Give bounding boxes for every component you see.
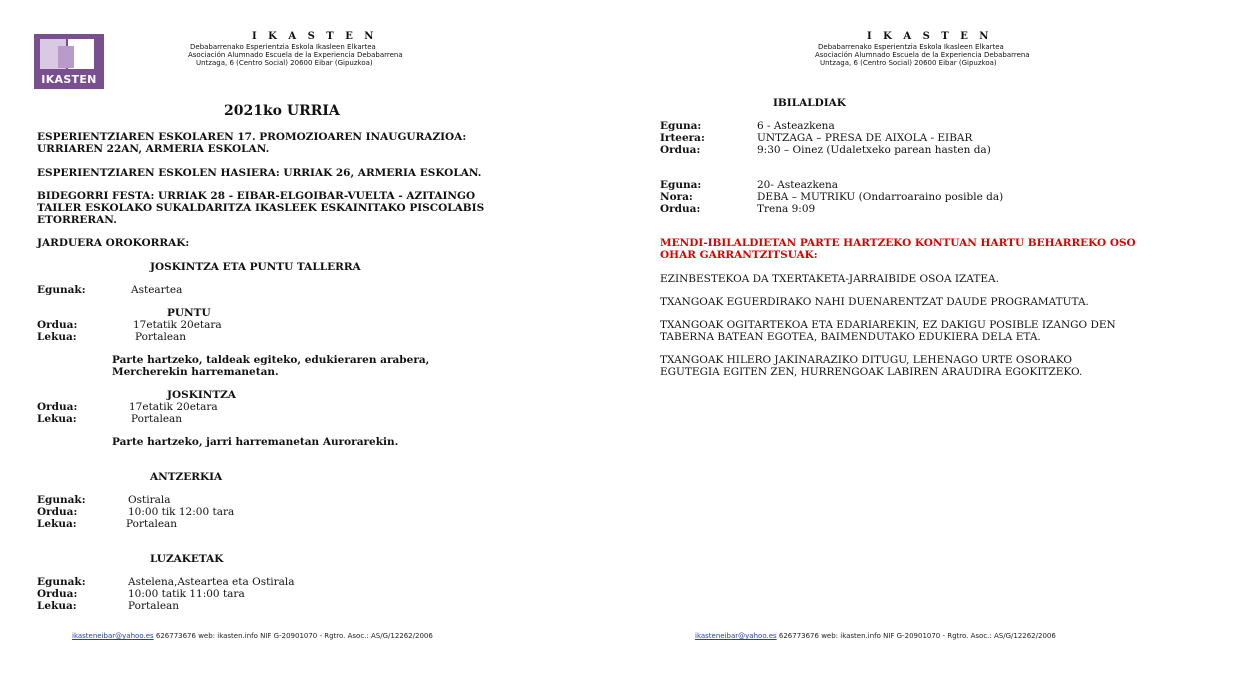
footer-email-link-right[interactable]: ikasteneibar@yahoo.es [695, 632, 777, 640]
luzaketak-time: 10:00 tatik 11:00 tara [128, 588, 245, 600]
footer-contact-right: 626773676 web: ikasten.info NIF G-20901070 - Rgtro. Asoc.: AS/G/12262/2006 [776, 632, 1056, 640]
e2-time-label: Ordua: [660, 203, 701, 215]
page-title: 2021ko URRIA [224, 103, 340, 119]
school-start: ESPERIENTZIAREN ESKOLEN HASIERA: URRIAK 26, ARMERIA ESKOLAN. [37, 167, 482, 179]
joskintza-time: 17etatik 20etara [129, 401, 218, 413]
e2-time: Trena 9:09 [757, 203, 816, 215]
antzerkia-place-label: Lekua: [37, 518, 77, 530]
antzerkia-time-label: Ordua: [37, 506, 78, 518]
puntu-time: 17etatik 20etara [133, 319, 222, 331]
puntu-note-1: Parte hartzeko, taldeak egiteko, edukieraren arabera, [112, 354, 430, 366]
right-page [622, 0, 1244, 700]
luzaketak-days: Astelena,Asteartea eta Ostirala [128, 576, 295, 588]
e1-route: UNTZAGA – PRESA DE AIXOLA - EIBAR [757, 132, 973, 144]
joskintza-place-label: Lekua: [37, 413, 77, 425]
joskintza-time-label: Ordua: [37, 401, 78, 413]
e1-day: 6 - Asteazkena [757, 120, 835, 132]
workshop-heading: JOSKINTZA ETA PUNTU TALLERRA [150, 261, 361, 273]
joskintza-note: Parte hartzeko, jarri harremanetan Aurorarekin. [112, 436, 399, 448]
note-monthly-line-2: EGUTEGIA EGITEN ZEN, HURRENGOAK LABIREN ARAUDIRA EGOKITZEKO. [660, 366, 1083, 378]
puntu-place-label: Lekua: [37, 331, 77, 343]
e1-time: 9:30 – Oinez (Udaletxeko parean hasten da) [757, 144, 991, 156]
logo-text: IKASTEN [41, 73, 97, 86]
antzerkia-days-label: Egunak: [37, 494, 86, 506]
antzerkia-heading: ANTZERKIA [150, 471, 223, 483]
puntu-note-2: Mercherekin harremanetan. [112, 366, 279, 378]
luzaketak-heading: LUZAKETAK [150, 553, 224, 565]
header-line-3-right: Untzaga, 6 (Centro Social) 20600 Eibar (Gipuzkoa) [820, 59, 997, 67]
footer-contact: 626773676 web: ikasten.info NIF G-20901070 - Rgtro. Asoc.: AS/G/12262/2006 [153, 632, 433, 640]
inauguration-line-1: ESPERIENTZIAREN ESKOLAREN 17. PROMOZIOAREN INAUGURAZIOA: [37, 131, 467, 143]
joskintza-place: Portalean [131, 413, 183, 425]
luzaketak-place-label: Lekua: [37, 600, 77, 612]
festival-line-3: ETORRERAN. [37, 214, 117, 226]
note-food-line-1: TXANGOAK OGITARTEKOA ETA EDARIAREKIN, EZ DAKIGU POSIBLE IZANGO DEN [660, 319, 1116, 331]
festival-line-2: TAILER ESKOLAKO SUKALDARITZA IKASLEEK ESKAINITAKO PISCOLABIS [37, 202, 485, 214]
excursions-heading: IBILALDIAK [773, 97, 846, 109]
header-line-1-right: Debabarrenako Esperientzia Eskola Ikasleen Elkartea [818, 43, 1004, 51]
header-line-2: Asociación Alumnado Escuela de la Experiencia Debabarrena [188, 51, 403, 59]
puntu-place: Portalean [135, 331, 187, 343]
e1-time-label: Ordua: [660, 144, 701, 156]
antzerkia-time: 10:00 tik 12:00 tara [128, 506, 235, 518]
festival-line-1: BIDEGORRI FESTA: URRIAK 28 - EIBAR-ELGOIBAR-VUELTA - AZITAINGO [37, 190, 476, 202]
left-footer [72, 632, 433, 640]
antzerkia-days: Ostirala [128, 494, 171, 506]
footer-email-link[interactable]: ikasteneibar@yahoo.es [72, 632, 154, 640]
luzaketak-time-label: Ordua: [37, 588, 78, 600]
luzaketak-days-label: Egunak: [37, 576, 86, 588]
joskintza-heading: JOSKINTZA [167, 389, 236, 401]
note-monthly-line-1: TXANGOAK HILERO JAKINARAZIKO DITUGU, LEHENAGO URTE OSORAKO [660, 354, 1072, 366]
e1-route-label: Irteera: [660, 132, 705, 144]
puntu-time-label: Ordua: [37, 319, 78, 331]
note-food-line-2: TABERNA BATEAN EGOTEA, BAIMENDUTAKO EDUKIERA DELA ETA. [660, 331, 1041, 343]
header-line-3: Untzaga, 6 (Centro Social) 20600 Eibar (Gipuzkoa) [196, 59, 373, 67]
e2-day: 20- Asteazkena [757, 179, 839, 191]
e1-day-label: Eguna: [660, 120, 702, 132]
antzerkia-place: Portalean [126, 518, 178, 530]
org-name-right: I K A S T E N [867, 31, 993, 42]
inauguration-line-2: URRIAREN 22AN, ARMERIA ESKOLAN. [37, 143, 270, 155]
right-footer [695, 632, 1056, 640]
header-line-2-right: Asociación Alumnado Escuela de la Experiencia Debabarrena [815, 51, 1030, 59]
e2-route: DEBA – MUTRIKU (Ondarroaraino posible da) [757, 191, 1004, 203]
general-activities-heading: JARDUERA OROKORRAK: [37, 237, 190, 249]
workshop-days-label: Egunak: [37, 284, 86, 296]
header-line-1: Debabarrenako Esperientzia Eskola Ikasleen Elkartea [190, 43, 376, 51]
warning-line-2: OHAR GARRANTZITSUAK: [660, 249, 818, 261]
e2-day-label: Eguna: [660, 179, 702, 191]
luzaketak-place: Portalean [128, 600, 180, 612]
note-vaccination: EZINBESTEKOA DA TXERTAKETA-JARRAIBIDE OSOA IZATEA. [660, 273, 999, 285]
ikasten-logo [34, 34, 104, 89]
puntu-heading: PUNTU [167, 307, 211, 319]
workshop-days: Asteartea [131, 284, 183, 296]
e2-route-label: Nora: [660, 191, 693, 203]
warning-line-1: MENDI-IBILALDIETAN PARTE HARTZEKO KONTUAN HARTU BEHARREKO OSO [660, 237, 1136, 249]
note-programmed: TXANGOAK EGUERDIRAKO NAHI DUENARENTZAT DAUDE PROGRAMATUTA. [660, 296, 1089, 308]
org-name: I K A S T E N [252, 31, 378, 42]
